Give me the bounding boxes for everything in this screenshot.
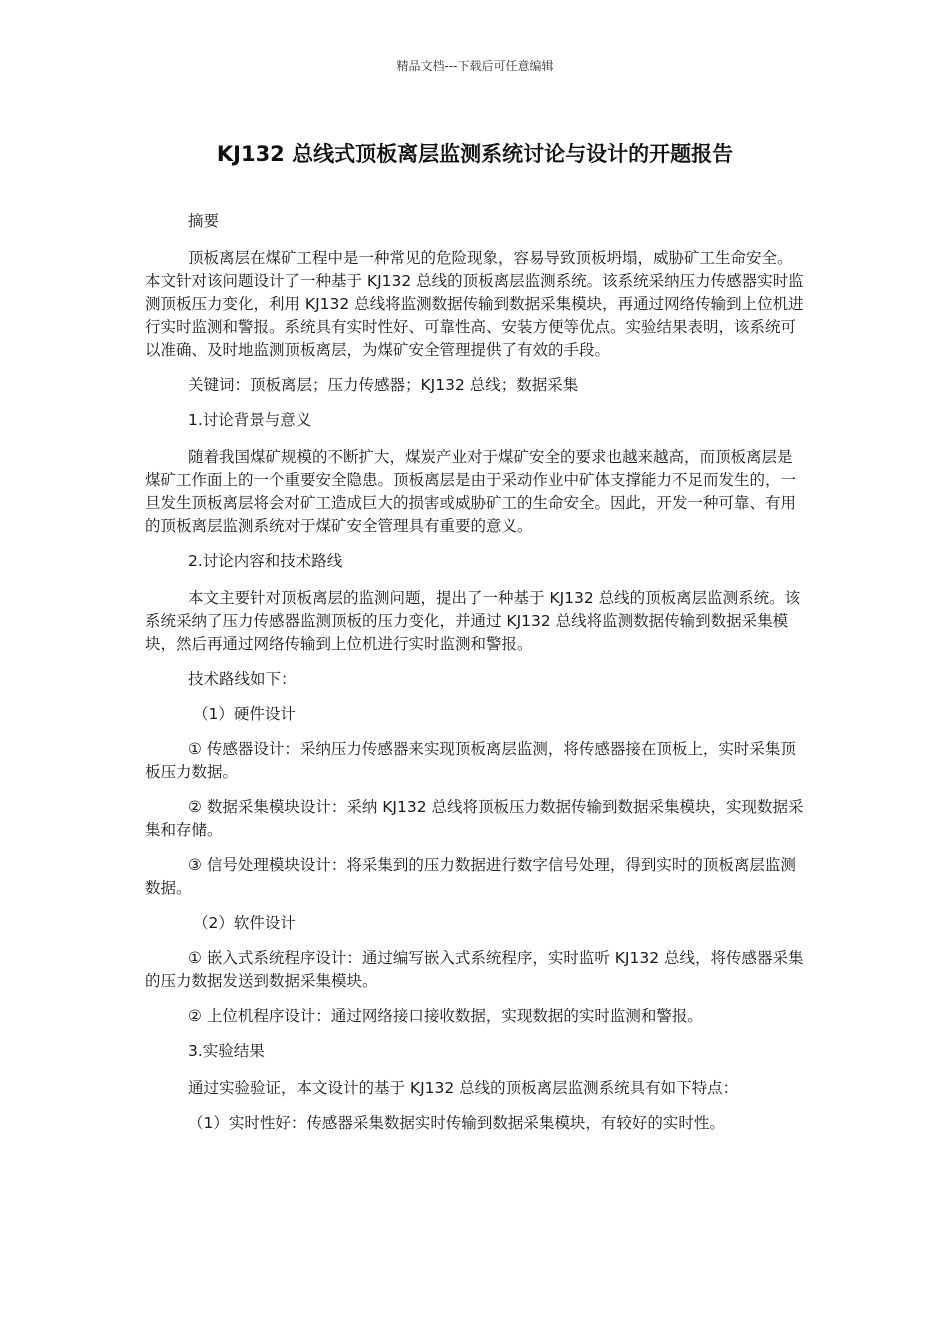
paragraph-result-1: （1）实时性好：传感器采集数据实时传输到数据采集模块，有较好的实时性。 [188,1114,725,1132]
page-header: 精品文档---下载后可任意编辑 [396,59,554,73]
paragraph-section-2-heading: 2.讨论内容和技术路线 [188,552,343,570]
paragraph-abstract-heading: 摘要 [188,212,220,230]
paragraph-software-1: ① 嵌入式系统程序设计：通过编写嵌入式系统程序，实时监听 KJ132 总线，将传感器采集的压力数据发送到数据采集模块。 [145,949,804,990]
paragraph-section-2-body: 本文主要针对顶板离层的监测问题，提出了一种基于 KJ132 总线的顶板离层监测系统。该系统采纳了压力传感器监测顶板的压力变化，并通过 KJ132 总线将监测数据传输到数据采集模块，然后再通过网络传输到上位机进行实时监测和警报。 [145,589,801,653]
paragraph-hardware-1: ① 传感器设计：采纳压力传感器来实现顶板离层监测，将传感器接在顶板上，实时采集顶板压力数据。 [145,740,796,781]
paragraph-section-3-body: 通过实验验证，本文设计的基于 KJ132 总线的顶板离层监测系统具有如下特点： [188,1079,739,1097]
paragraph-software-2: ② 上位机程序设计：通过网络接口接收数据，实现数据的实时监测和警报。 [188,1007,703,1025]
paragraph-hardware-3: ③ 信号处理模块设计：将采集到的压力数据进行数字信号处理，得到实时的顶板离层监测数据。 [145,856,796,897]
paragraph-keywords: 关键词：顶板离层；压力传感器；KJ132 总线；数据采集 [188,376,579,394]
paragraph-route-intro: 技术路线如下： [188,670,297,688]
document-title: KJ132 总线式顶板离层监测系统讨论与设计的开题报告 [216,142,734,166]
paragraph-section-1-body: 随着我国煤矿规模的不断扩大，煤炭产业对于煤矿安全的要求也越来越高，而顶板离层是煤矿工作面上的一个重要安全隐患。顶板离层是由于采动作业中矿体支撑能力不足而发生的，一旦发生顶板离层将会对矿工造成巨大的损害或威胁矿工的生命安全。因此，开发一种可靠、有用的顶板离层监测系统对于煤矿安全管理具有重要的意义。 [145,448,797,535]
paragraph-hardware-heading: （1）硬件设计 [193,705,296,723]
paragraph-software-heading: （2）软件设计 [193,914,296,932]
paragraph-hardware-2: ② 数据采集模块设计：采纳 KJ132 总线将顶板压力数据传输到数据采集模块，实现数据采集和存储。 [145,798,804,839]
document-body [145,210,805,1147]
paragraph-abstract: 顶板离层在煤矿工程中是一种常见的危险现象，容易导致顶板坍塌，威胁矿工生命安全。本文针对该问题设计了一种基于 KJ132 总线的顶板离层监测系统。该系统采纳压力传感器实时监测顶板压力变化，利用 KJ132 总线将监测数据传输到数据采集模块，再通过网络传输到上位机进行实时监测和警报。系统具有实时性好、可靠性高、安装方便等优点。实验结果表明，该系统可以准确、及时地监测顶板离层，为煤矿安全管理提供了有效的手段。 [145,249,804,359]
paragraph-section-3-heading: 3.实验结果 [188,1042,265,1060]
paragraph-section-1-heading: 1.讨论背景与意义 [188,411,312,429]
